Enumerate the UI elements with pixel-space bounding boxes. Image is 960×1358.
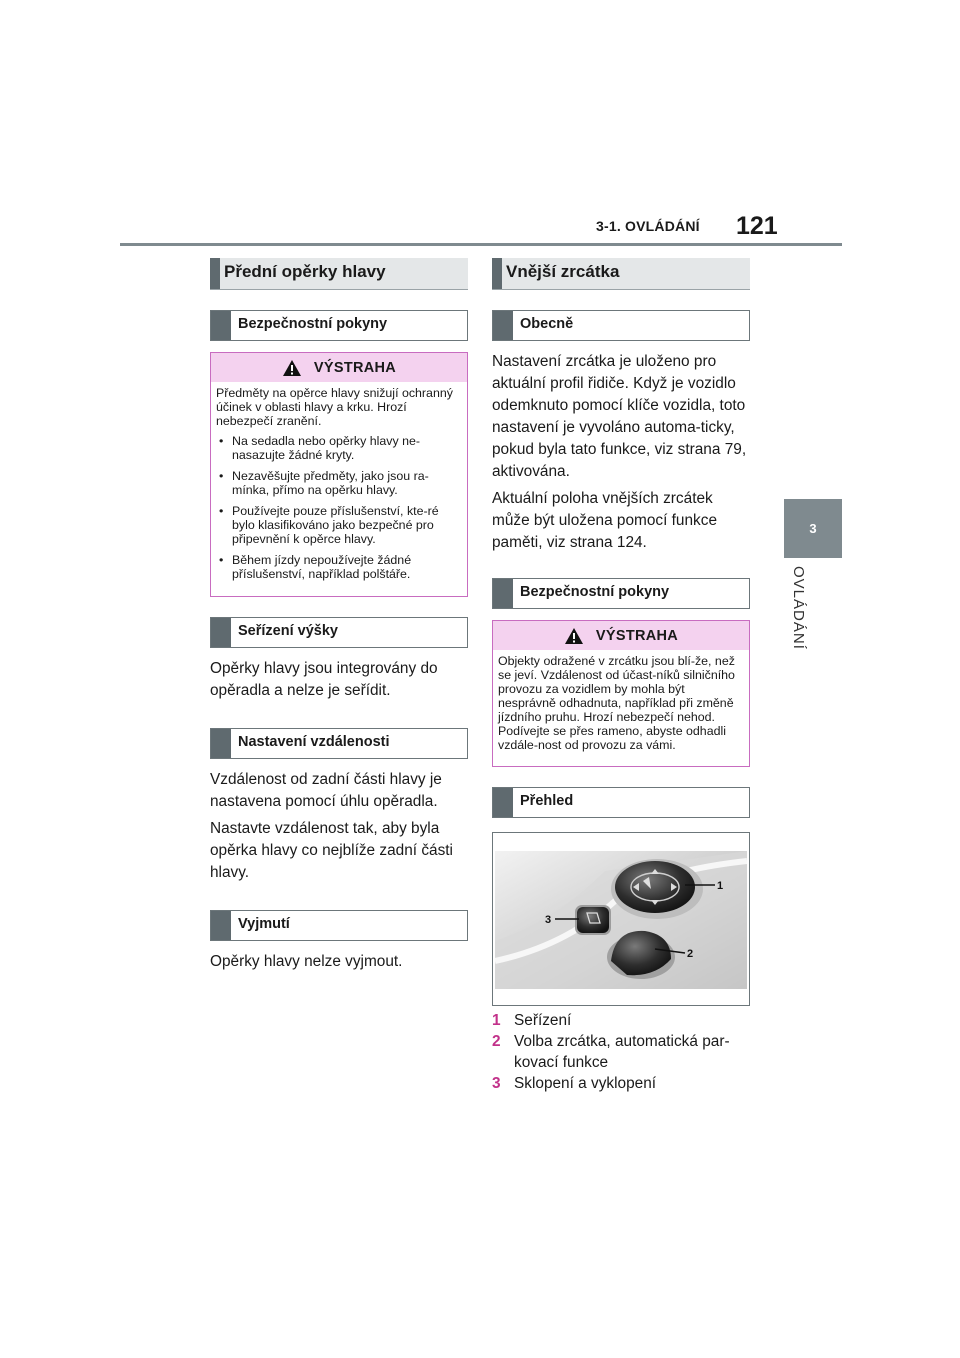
warning-title: VÝSTRAHA [313, 359, 397, 376]
warning-triangle-icon [282, 359, 302, 377]
warning-bullet: • Během jízdy nepoužívejte žádné příslušenství, například polštáře. [216, 553, 462, 581]
subheading-text: Bezpečnostní pokyny [520, 584, 670, 600]
subheading-overview [492, 787, 750, 818]
warning-intro: Předměty na opěrce hlavy snižují ochranný účinek v oblasti hlavy a krku. Hrozí nebezpečí zranění. [216, 386, 453, 428]
warning-list [216, 434, 462, 581]
subheading-general [492, 310, 750, 341]
section-heading-headrests [210, 258, 468, 290]
section-heading-mirrors [492, 258, 750, 290]
subheading-text: Bezpečnostní pokyny [238, 316, 388, 332]
warning-text: Objekty odražené v zrcátku jsou blí-že, než se jeví. Vzdálenost od účast-níků silničního provozu za vozidlem by mohla být nesprávně odhadnuta, například při změně jízdního pruhu. Hrozí nebezpečí nehod. Podívejte se přes rameno, abyste odhadli vzdále-nost od provozu za vámi. [498, 654, 735, 752]
legend-text: Sklopení a vyklopení [514, 1075, 657, 1092]
figure-callout-1: 1 [717, 880, 724, 892]
figure-callout-2: 2 [687, 948, 694, 960]
legend-text: Seřízení [514, 1012, 572, 1029]
mirror-switch-illustration [495, 851, 747, 989]
chapter-side-title: OVLÁDÁNÍ [790, 566, 807, 650]
chapter-tab [784, 499, 842, 558]
subheading-text: Obecně [520, 316, 574, 332]
subheading-distance [210, 728, 468, 759]
subheading-removal [210, 910, 468, 941]
chapter-number: 3 [809, 521, 817, 536]
height-paragraph: Opěrky hlavy jsou integrovány do opěradla a nelze je seřídit. [210, 660, 438, 699]
warning-body [211, 382, 467, 596]
legend-item [492, 1010, 750, 1031]
running-header-section: 3-1. OVLÁDÁNÍ [596, 218, 700, 234]
legend-number: 3 [492, 1075, 501, 1092]
warning-bullet: • Používejte pouze příslušenství, kte-ré bylo klasifikováno jako bezpečné pro připevnění k opěrce hlavy. [216, 504, 462, 546]
warning-box [210, 352, 468, 597]
figure-callout-3: 3 [545, 914, 552, 926]
warning-header [493, 621, 749, 650]
subheading-text: Vyjmutí [238, 916, 290, 932]
left-column [210, 258, 468, 973]
removal-paragraph: Opěrky hlavy nelze vyjmout. [210, 953, 403, 970]
legend-number: 1 [492, 1012, 501, 1029]
warning-box-mirrors [492, 620, 750, 767]
distance-paragraph-2: Nastavte vzdálenost tak, aby byla opěrka hlavy co nejblíže zadní části hlavy. [210, 820, 453, 881]
subheading-text: Seřízení výšky [238, 623, 338, 639]
section-heading-text: Vnější zrcátka [506, 262, 620, 281]
right-column [492, 258, 750, 1094]
subheading-safety [210, 310, 468, 341]
general-paragraph-2: Aktuální poloha vnějších zrcátek může být uložena pomocí funkce paměti, viz strana 124. [492, 490, 717, 551]
legend-number: 2 [492, 1033, 501, 1050]
legend-item [492, 1073, 750, 1094]
figure-legend [492, 1010, 750, 1094]
general-paragraph-1: Nastavení zrcátka je uloženo pro aktuální profil řidiče. Když je vozidlo odemknuto pomocí klíče vozidla, toto nastavení je vyvoláno automa-ticky, pokud byla tato funkce, viz strana 79, aktivována. [492, 353, 747, 480]
warning-triangle-icon [564, 627, 584, 645]
legend-text: Volba zrcátka, automatická par-kovací funkce [514, 1033, 730, 1071]
warning-title: VÝSTRAHA [595, 627, 679, 644]
warning-bullet: • Nezavěšujte předměty, jako jsou ra-mínka, přímo na opěrku hlavy. [216, 469, 462, 497]
page-number: 121 [736, 212, 778, 240]
subheading-safety-mirrors [492, 578, 750, 609]
warning-header [211, 353, 467, 382]
subheading-text: Přehled [520, 793, 574, 809]
subheading-text: Nastavení vzdálenosti [238, 734, 390, 750]
warning-bullet: • Na sedadla nebo opěrky hlavy ne-nasazujte žádné kryty. [216, 434, 462, 462]
subheading-height [210, 617, 468, 648]
distance-paragraph-1: Vzdálenost od zadní části hlavy je nastavena pomocí úhlu opěradla. [210, 771, 442, 810]
header-divider [120, 243, 842, 246]
section-heading-text: Přední opěrky hlavy [224, 262, 386, 281]
legend-item [492, 1031, 750, 1073]
mirror-controls-figure [492, 832, 750, 1006]
warning-body [493, 650, 749, 766]
